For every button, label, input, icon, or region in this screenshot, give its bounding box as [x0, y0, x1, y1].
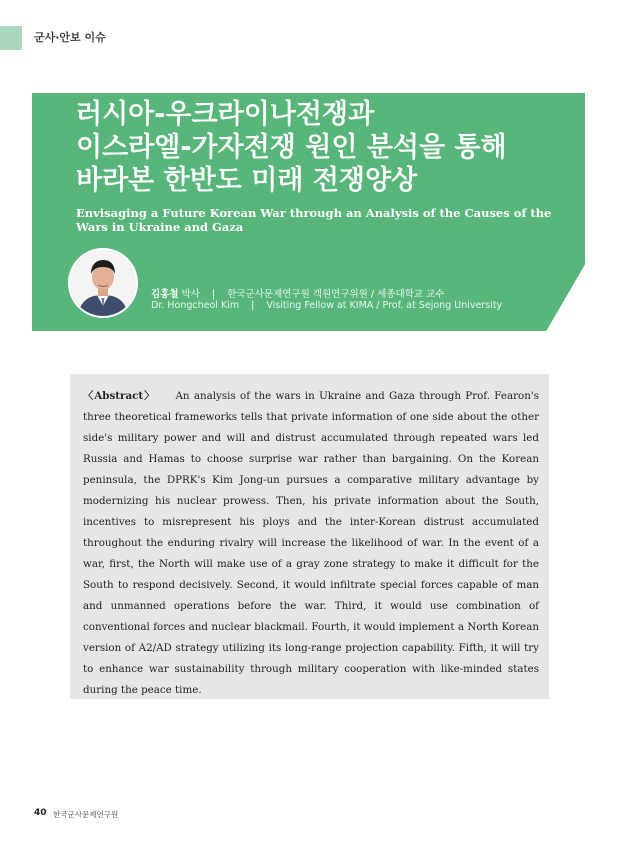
- author-title-kr: 박사: [181, 289, 200, 300]
- author-affiliation-kr: 한국군사문제연구원 객원연구위원 / 세종대학교 교수: [227, 289, 445, 300]
- page-number: 40: [34, 808, 47, 818]
- korean-title-line: 러시아-우크라이나전쟁과: [76, 99, 375, 130]
- separator: |: [211, 289, 216, 300]
- section-tab-marker: [0, 26, 22, 50]
- author-line-korean: [151, 286, 444, 300]
- author-name-en: Dr. Hongcheol Kim: [151, 300, 240, 311]
- separator: |: [251, 300, 255, 311]
- author-name-kr: 김홍철: [151, 289, 179, 300]
- author-affiliation-en: Visiting Fellow at KIMA / Prof. at Sejong University: [266, 300, 503, 311]
- abstract: [83, 386, 539, 701]
- korean-title: [76, 98, 576, 197]
- person-portrait-icon: [70, 250, 136, 316]
- footer-organization: 한국군사문제연구원: [53, 810, 119, 819]
- author-line-english: [151, 300, 502, 311]
- section-label: 군사·안보 이슈: [34, 31, 106, 44]
- author-photo: [70, 250, 136, 316]
- korean-title-line: 이스라엘-가자전쟁 원인 분석을 통해: [76, 132, 507, 163]
- abstract-body: An analysis of the wars in Ukraine and Gaza through Prof. Fearon's three theoretical frameworks tells that private information of one side about the other side's military power and will and distrust accumulated through repeated wars led Russia and Hamas to choose surprise war rather than bargaining. On the Korean peninsula, the DPRK's Kim Jong-un pursues a comparative military advantage by modernizing his nuclear prowess. Then, his private information about the South, incentives to misrepresent his ploys and the inter-Korean distrust accumulated throughout the enduring rivalry will increase the likelihood of war. In the event of a war, first, the North will make use of a gray zone strategy to make it difficult for the South to respond decisively. Second, it would infiltrate special forces capable of man and unmanned operations before the war. Third, it would use combination of conventional forces and nuclear blackmail. Fourth, it would implement a North Korean version of A2/AD strategy utilizing its long-range projection capability. Fifth, it will try to enhance war sustainability through military cooperation with like-minded states during the peace time.: [83, 390, 539, 696]
- abstract-heading: 〈Abstract〉: [83, 390, 156, 402]
- korean-title-line: 바라본 한반도 미래 전쟁양상: [76, 165, 418, 196]
- english-title: Envisaging a Future Korean War through an Analysis of the Causes of the Wars in Ukraine and Gaza: [76, 206, 552, 234]
